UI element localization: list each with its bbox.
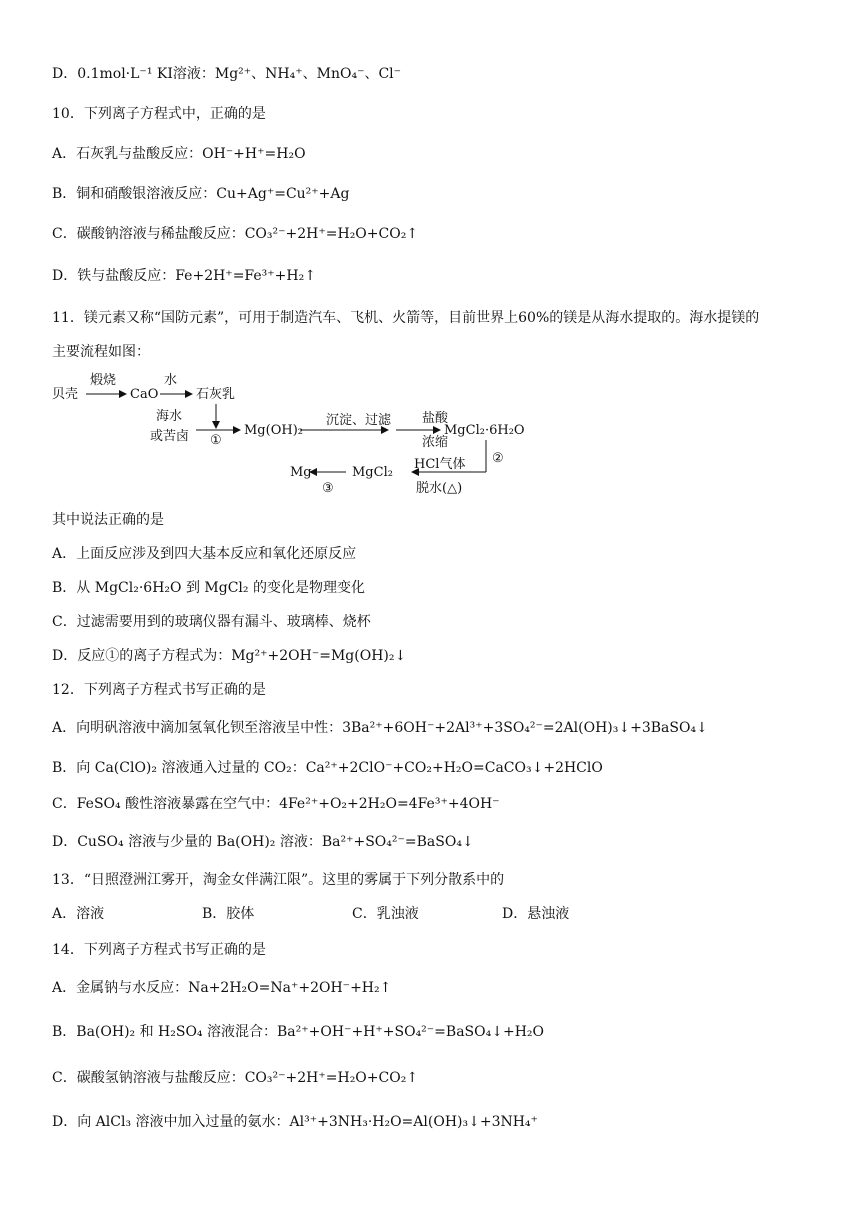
q9-option-d-text: 0.1mol·L⁻¹ KI溶液：Mg²⁺、NH₄⁺、MnO₄⁻、Cl⁻ [77,66,402,82]
q13-option-c: C．乳浊液 [352,906,419,922]
node-limewater: 石灰乳 [196,387,236,402]
q11-stem-line1: 11．镁元素又称“国防元素”，可用于制造汽车、飞机、火箭等，目前世界上60%的镁是从海水提取的。海水提镁的 [52,310,760,326]
node-mgcl2-hydrate: MgCl₂·6H₂O [444,423,525,438]
node-mgcl2: MgCl₂ [352,465,393,480]
q11-flow-diagram [52,368,552,502]
label-precipitate-filter: 沉淀、过滤 [326,413,392,428]
q10-option-b: B．铜和硝酸银溶液反应：Cu+Ag⁺=Cu²⁺+Ag [52,186,350,202]
q11-option-c: C．过滤需要用到的玻璃仪器有漏斗、玻璃棒、烧杯 [52,614,371,630]
q10-option-a: A．石灰乳与盐酸反应：OH⁻+H⁺=H₂O [52,146,306,162]
q12-option-a: A．向明矾溶液中滴加氢氧化钡至溶液呈中性：3Ba²⁺+6OH⁻+2Al³⁺+3SO₄²⁻=2Al(OH)₃↓+3BaSO₄↓ [52,720,708,736]
label-water: 水 [164,373,178,388]
step-2: ② [492,451,504,466]
label-calcine: 煅烧 [90,373,117,388]
node-brine: 或苦卤 [150,429,190,444]
q11-option-a: A．上面反应涉及到四大基本反应和氧化还原反应 [52,546,357,562]
q9-option-d-label: D． [52,66,78,82]
step-3: ③ [322,481,334,496]
node-shell: 贝壳 [52,387,79,402]
q13-option-d: D．悬浊液 [502,906,570,922]
label-concentrate: 浓缩 [422,435,449,450]
node-mgoh2: Mg(OH)₂ [244,423,303,438]
q14-stem: 14．下列离子方程式书写正确的是 [52,942,266,958]
q14-option-c: C．碳酸氢钠溶液与盐酸反应：CO₃²⁻+2H⁺=H₂O+CO₂↑ [52,1070,419,1086]
q11-sub-stem: 其中说法正确的是 [52,512,164,528]
q10-option-c: C．碳酸钠溶液与稀盐酸反应：CO₃²⁻+2H⁺=H₂O+CO₂↑ [52,226,419,242]
q13-option-b: B．胶体 [202,906,255,922]
q13-options [52,904,652,924]
label-hcl: 盐酸 [422,411,449,426]
q10-stem: 10．下列离子方程式中，正确的是 [52,106,266,122]
node-seawater: 海水 [156,409,183,424]
q12-option-d: D．CuSO₄ 溶液与少量的 Ba(OH)₂ 溶液：Ba²⁺+SO₄²⁻=BaSO₄↓ [52,834,474,850]
q12-stem: 12．下列离子方程式书写正确的是 [52,682,266,698]
node-mg: Mg [290,465,312,480]
q12-option-b: B．向 Ca(ClO)₂ 溶液通入过量的 CO₂：Ca²⁺+2ClO⁻+CO₂+H₂O=CaCO₃↓+2HClO [52,760,603,776]
q14-option-a: A．金属钠与水反应：Na+2H₂O=Na⁺+2OH⁻+H₂↑ [52,980,392,996]
q11-option-d: D．反应①的离子方程式为：Mg²⁺+2OH⁻=Mg(OH)₂↓ [52,648,407,664]
step-1: ① [210,433,222,448]
node-cao: CaO [130,387,159,402]
q13-stem: 13．“日照澄洲江雾开，淘金女伴满江限”。这里的雾属于下列分散系中的 [52,872,505,888]
label-dehydrate: 脱水(△) [416,481,463,496]
q11-option-b: B．从 MgCl₂·6H₂O 到 MgCl₂ 的变化是物理变化 [52,580,365,596]
q12-option-c: C．FeSO₄ 酸性溶液暴露在空气中：4Fe²⁺+O₂+2H₂O=4Fe³⁺+4OH⁻ [52,796,500,812]
q13-option-a: A．溶液 [52,906,105,922]
q11-stem-line2: 主要流程如图： [52,344,150,360]
q14-option-d: D．向 AlCl₃ 溶液中加入过量的氨水：Al³⁺+3NH₃·H₂O=Al(OH)₃↓+3NH₄⁺ [52,1114,538,1130]
q9-option-d [52,64,401,84]
q14-option-b: B．Ba(OH)₂ 和 H₂SO₄ 溶液混合：Ba²⁺+OH⁻+H⁺+SO₄²⁻=BaSO₄↓+H₂O [52,1024,544,1040]
q10-option-d: D．铁与盐酸反应：Fe+2H⁺=Fe³⁺+H₂↑ [52,268,316,284]
label-hcl-gas: HCl气体 [414,457,466,472]
